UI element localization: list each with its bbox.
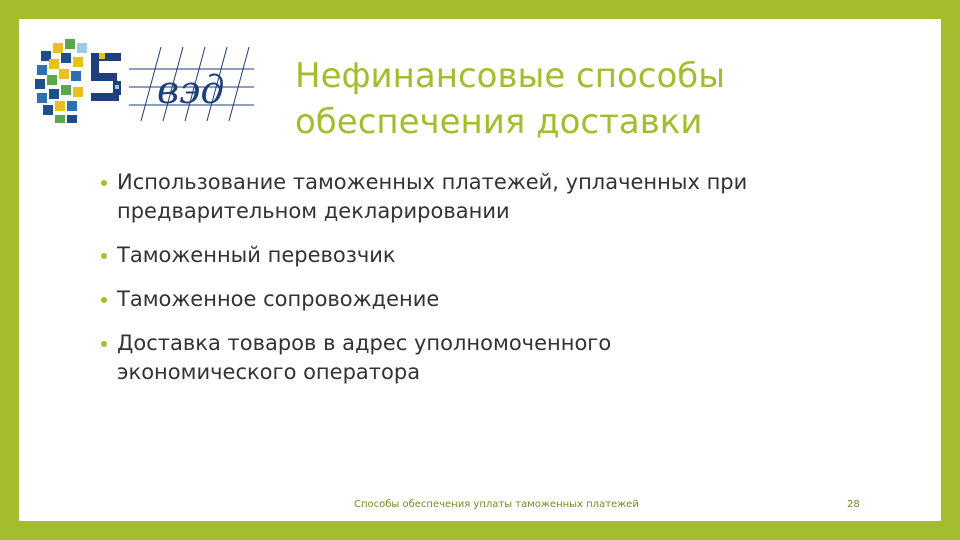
- bullet-dot-icon: [101, 180, 107, 186]
- page-number: 28: [847, 499, 860, 510]
- bullet-item: [101, 329, 861, 387]
- logo-text: вэд: [157, 68, 225, 112]
- slide-title-line2: обеспечения доставки: [295, 102, 703, 142]
- bullet-text-line1: Таможенное сопровождение: [117, 287, 440, 311]
- footer-text: Способы обеспечения уплаты таможенных платежей: [354, 499, 639, 510]
- bullet-item: [101, 241, 861, 270]
- globe-logo-icon: [29, 29, 259, 139]
- bullet-text-line1: Доставка товаров в адрес уполномоченного: [117, 331, 612, 355]
- bullet-text-line1: Использование таможенных платежей, уплаченных при: [117, 170, 748, 194]
- bullet-item: [101, 168, 861, 226]
- digit-five-mosaic: [91, 53, 121, 101]
- bullet-dot-icon: [101, 297, 107, 303]
- slide-title: [295, 53, 895, 145]
- slide: [19, 19, 941, 521]
- bullet-text-line2: предварительном декларировании: [117, 199, 510, 223]
- bullet-text-line1: Таможенный перевозчик: [117, 243, 396, 267]
- bullet-dot-icon: [101, 253, 107, 259]
- bullet-text-line2: экономического оператора: [117, 360, 421, 384]
- bullet-dot-icon: [101, 341, 107, 347]
- slide-title-line1: Нефинансовые способы: [295, 56, 726, 96]
- bullet-list: [101, 168, 861, 387]
- globe-mosaic: [35, 39, 87, 123]
- bullet-item: [101, 285, 861, 314]
